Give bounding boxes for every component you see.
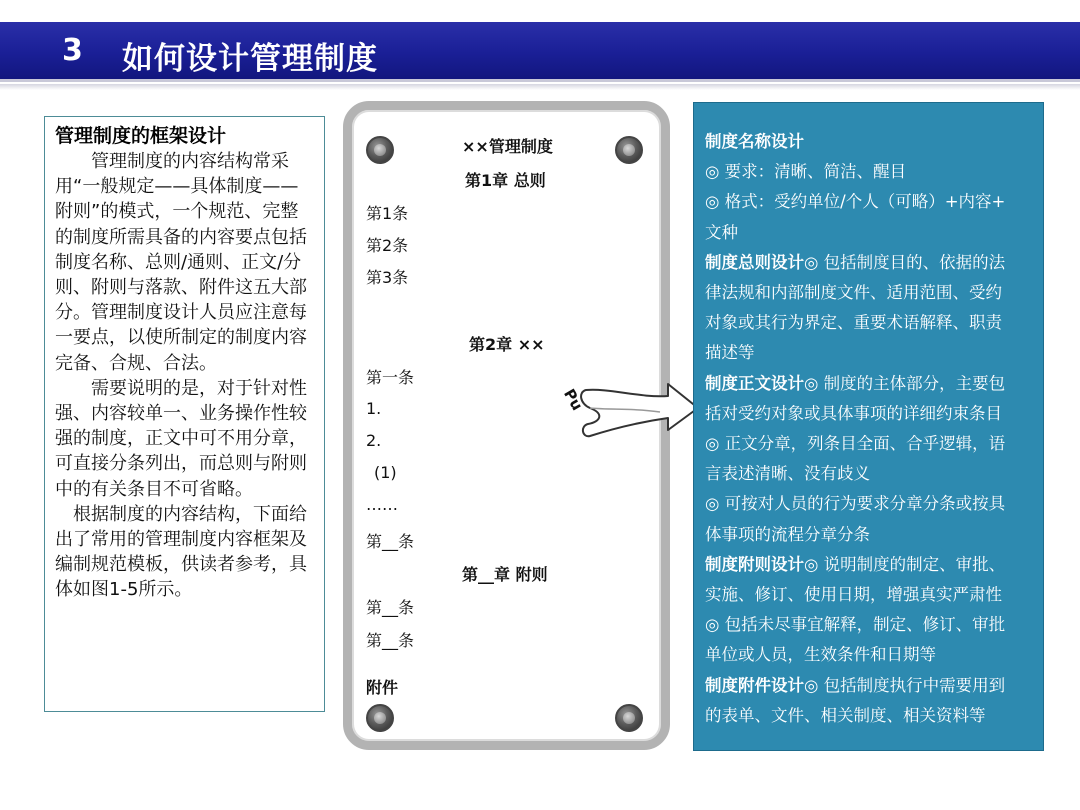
screw-icon — [366, 704, 394, 732]
design-line: 制度总则设计◎ 包括制度目的、依据的法 — [705, 252, 1006, 272]
page-title: 如何设计管理制度 — [122, 41, 378, 77]
design-line: 制度附则设计◎ 说明制度的制定、审批、 — [705, 554, 1006, 574]
screw-icon — [615, 136, 643, 164]
paragraph-2: 需要说明的是，对于针对性强、内容较单一、业务操作性较强的制度，正文中可不用分章，可直接分条列出，而总则与附则中的有关条目不可省略。 — [55, 377, 307, 500]
chapter-2-heading: 第2章 ×× — [469, 335, 545, 354]
design-line: 文种 — [705, 222, 738, 242]
design-line: ◎ 要求：清晰、简洁、醒目 — [705, 162, 907, 182]
article-blank-3: 第__条 — [366, 631, 415, 650]
title-shadow — [0, 84, 1080, 90]
framework-heading: 管理制度的框架设计 — [55, 125, 227, 147]
design-line: ◎ 格式：受约单位/个人（可略）+内容+ — [705, 192, 1006, 212]
design-line: 体事项的流程分章分条 — [705, 524, 870, 544]
template-title: ××管理制度 — [462, 137, 553, 156]
screw-icon — [615, 704, 643, 732]
design-line: 的表单、文件、相关制度、相关资料等 — [705, 705, 986, 725]
design-line: 律法规和内部制度文件、适用范围、受约 — [705, 283, 1002, 303]
article-1: 第1条 — [366, 204, 409, 223]
article-blank: 第__条 — [366, 532, 415, 551]
item-2: 2. — [366, 431, 382, 450]
article-2: 第2条 — [366, 236, 409, 255]
curled-arrow-icon — [560, 378, 710, 448]
screw-icon — [366, 136, 394, 164]
title-bar — [0, 22, 1080, 82]
ellipsis: …… — [366, 495, 398, 514]
design-line: ◎ 可按对人员的行为要求分章分条或按具 — [705, 494, 1006, 514]
article-blank-2: 第__条 — [366, 598, 415, 617]
article-first: 第一条 — [366, 368, 415, 387]
design-line: 制度附件设计◎ 包括制度执行中需要用到 — [705, 675, 1006, 695]
chapter-1-heading: 第1章 总则 — [465, 171, 546, 190]
design-line: ◎ 正文分章，列条目全面、合乎逻辑，语 — [705, 434, 1006, 454]
article-3: 第3条 — [366, 268, 409, 287]
design-line: 言表述清晰、没有歧义 — [705, 464, 870, 484]
framework-description-box — [44, 116, 325, 712]
sub-item-1: (1) — [374, 463, 397, 482]
paragraph-3: 根据制度的内容结构，下面给出了常用的管理制度内容框架及编制规范模板，供读者参考，具体如图1-5所示。 — [55, 503, 307, 601]
design-line: 描述等 — [705, 343, 755, 363]
design-line: 括对受约对象或具体事项的详细约束条目 — [705, 403, 1002, 423]
design-line: 实施、修订、使用日期，增强真实严肃性 — [705, 585, 1002, 605]
design-line: 制度正文设计◎ 制度的主体部分，主要包 — [705, 373, 1006, 393]
item-1: 1. — [366, 399, 382, 418]
design-points-panel — [693, 102, 1044, 751]
design-line: 对象或其行为界定、重要术语解释、职责 — [705, 313, 1002, 333]
arrow-label: Pu — [560, 385, 587, 414]
design-line: 制度名称设计 — [705, 132, 804, 151]
attachment-heading: 附件 — [366, 678, 399, 697]
paragraph-1: 管理制度的内容结构常采用“一般规定——具体制度——附则”的模式，一个规范、完整的制度所需具备的内容要点包括制度名称、总则/通则、正文/分则、附则与落款、附件这五大部分。管理制度设计人员应注意每一要点，以使所制定的制度内容完备、合规、合法。 — [55, 151, 307, 374]
design-line: 单位或人员，生效条件和日期等 — [705, 645, 936, 665]
section-number: 3 — [62, 33, 83, 68]
design-line: ◎ 包括未尽事宜解释，制定、修订、审批 — [705, 615, 1006, 635]
chapter-last-heading: 第__章 附则 — [462, 565, 548, 584]
